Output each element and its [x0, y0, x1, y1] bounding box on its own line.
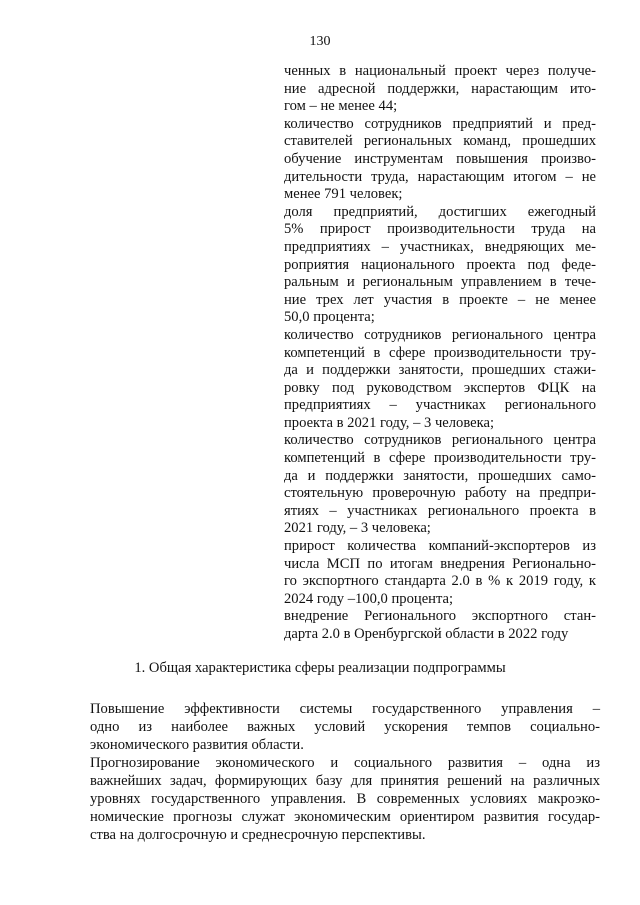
text-line: ние адресной поддержки, нарастающим ито- [284, 80, 596, 97]
text-line: ральным и региональным управлением в тече- [284, 274, 596, 291]
text-line: да и поддержки занятости, прошедших стажи- [284, 362, 596, 379]
text-line: менее 791 человек; [284, 186, 403, 203]
text-line: ставителей региональных команд, прошедших [284, 133, 596, 150]
text-line: роприятия национального проекта под феде- [284, 256, 596, 273]
text-line: предприятиях – участниках регионального [284, 397, 596, 414]
text-line: го экспортного стандарта 2.0 в % к 2019 году, к [284, 573, 596, 590]
text-line: доля предприятий, достигших ежегодный [284, 203, 596, 220]
text-line: числа МСП по итогам внедрения Регионально- [284, 555, 596, 572]
text-line: ятиях – участниках регионального проекта в [284, 502, 596, 519]
text-line: компетенций в сфере производительности тру- [284, 344, 596, 361]
text-line: 50,0 процента; [284, 309, 375, 326]
paragraph-line: экономического развития области. [90, 737, 304, 753]
paragraph-line: одно из наиболее важных условий ускорения темпов социально- [90, 719, 600, 735]
page-number: 130 [309, 34, 331, 49]
text-line: прирост количества компаний-экспортеров из [284, 538, 596, 555]
section-heading: 1. Общая характеристика сферы реализации подпрограммы [134, 660, 506, 676]
text-line: да и поддержки занятости, прошедших само- [284, 467, 596, 484]
body-paragraphs [90, 700, 600, 844]
text-line: проекта в 2021 году, – 3 человека; [284, 414, 495, 431]
text-line: обучение инструментам повышения произво- [284, 150, 596, 167]
text-line: количество сотрудников регионального центра [284, 326, 596, 343]
paragraph-line: номические прогнозы служат экономическим ориентиром развития государ- [90, 809, 600, 825]
paragraph-line: Прогнозирование экономического и социального развития – одна из [90, 755, 600, 771]
text-line: ровку под руководством экспертов ФЦК на [284, 379, 596, 396]
text-line: компетенций в сфере производительности тру- [284, 450, 596, 467]
text-line: количество сотрудников предприятий и пред- [284, 115, 596, 132]
text-line: количество сотрудников регионального центра [284, 432, 596, 449]
text-line: внедрение Регионального экспортного стан- [284, 608, 596, 625]
text-line: стоятельную проверочную работу на предпри- [284, 485, 596, 502]
right-column-list [284, 63, 596, 644]
paragraph-line: уровнях государственного управления. В современных условиях макроэко- [90, 791, 600, 807]
paragraph-line: ства на долгосрочную и среднесрочную перспективы. [90, 827, 426, 843]
paragraph-line: важнейших задач, формирующих базу для принятия решений на различных [90, 773, 600, 789]
text-line: гом – не менее 44; [284, 98, 398, 115]
text-line: дарта 2.0 в Оренбургской области в 2022 году [284, 626, 569, 642]
text-line: 5% прирост производительности труда на [284, 221, 596, 238]
text-line: ние трех лет участия в проекте – не менее [284, 291, 596, 308]
text-line: ченных в национальный проект через получе- [284, 63, 596, 79]
text-line: дительности труда, нарастающим итогом – не [284, 168, 596, 185]
text-line: 2021 году, – 3 человека; [284, 520, 431, 537]
paragraph-line: Повышение эффективности системы государственного управления – [90, 701, 600, 717]
text-line: 2024 году –100,0 процента; [284, 590, 454, 607]
text-line: предприятиях – участниках, внедряющих ме- [284, 238, 596, 255]
